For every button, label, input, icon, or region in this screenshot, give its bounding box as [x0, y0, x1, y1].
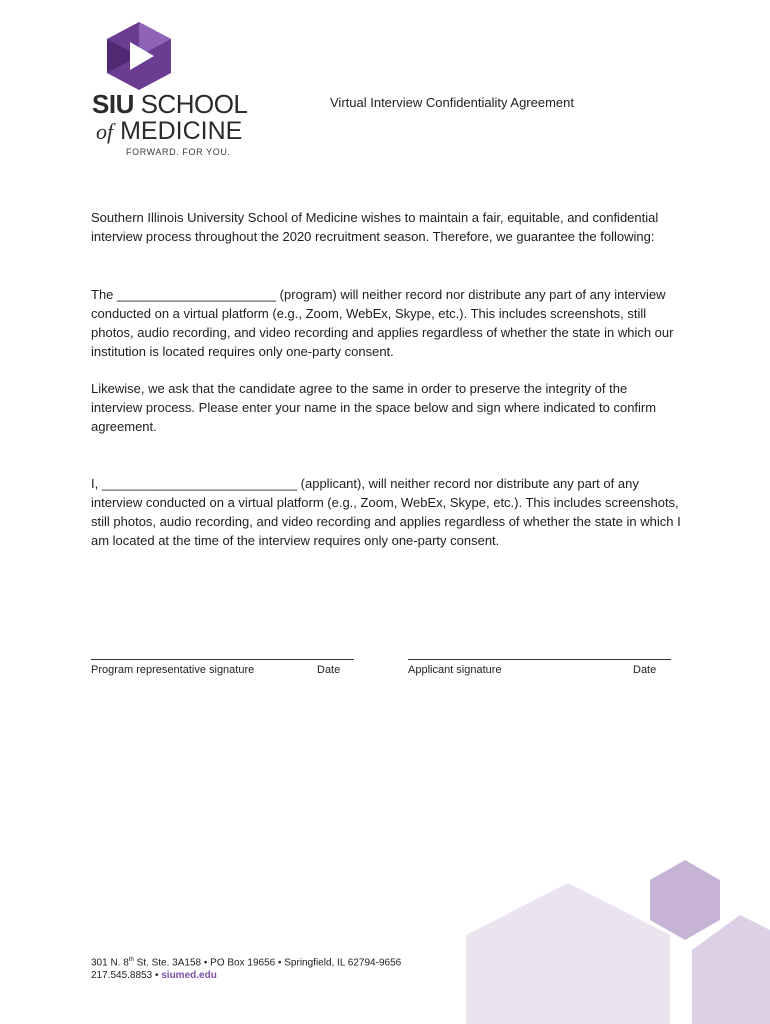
applicant-date-label: Date [633, 664, 657, 676]
applicant-commitment-paragraph: I, ___________________________ (applicant), will neither record nor distribute any part of any interview conducted on a virtual platform (e.g., Zoom, WebEx, Skype, etc.). This includes screenshots, still photos, audio recording, and video recording and applies regardless of whether the state in which I am located at the time of the interview requires only one-party consent. [91, 476, 681, 548]
applicant-signature-line[interactable] [408, 659, 671, 660]
program-commitment-paragraph: The ______________________ (program) will neither record nor distribute any part of any interview conducted on a virtual platform (e.g., Zoom, WebEx, Skype, etc.). This includes screenshots, still photos, audio recording, and video recording and applies regardless of whether the state in which our institution is located requires only one-party consent. [91, 287, 674, 359]
footer-contact: 217.545.8853 • siumed.edu [91, 970, 217, 982]
program-date-label: Date [317, 664, 341, 676]
program-signature-label: Program representative signature [91, 664, 255, 676]
logo-wordmark-line2: of MEDICINE [96, 117, 243, 145]
intro-paragraph: Southern Illinois University School of Medicine wishes to maintain a fair, equitable, and confidential interview process throughout the 2020 recruitment season. Therefore, we guarantee the following: [91, 210, 659, 244]
logo-tagline: FORWARD. FOR YOU. [126, 147, 231, 157]
footer-address: 301 N. 8th St. Ste. 3A158 • PO Box 19656 • Springfield, IL 62794-9656 [91, 957, 402, 969]
footer [91, 954, 401, 982]
applicant-signature-label: Applicant signature [408, 664, 502, 676]
siu-logo [92, 20, 248, 160]
logo-wordmark-line1: SIU SCHOOL [92, 89, 248, 119]
website-link[interactable]: siumed.edu [161, 970, 217, 982]
hexagon-decoration [440, 855, 770, 1024]
play-hexagon-icon [104, 20, 174, 92]
program-signature-line[interactable] [91, 659, 354, 660]
document-title: Virtual Interview Confidentiality Agreement [330, 95, 574, 110]
candidate-request-paragraph: Likewise, we ask that the candidate agree to the same in order to preserve the integrity of the interview process. Please enter your name in the space below and sign where indicated to confirm agreement. [91, 381, 657, 434]
